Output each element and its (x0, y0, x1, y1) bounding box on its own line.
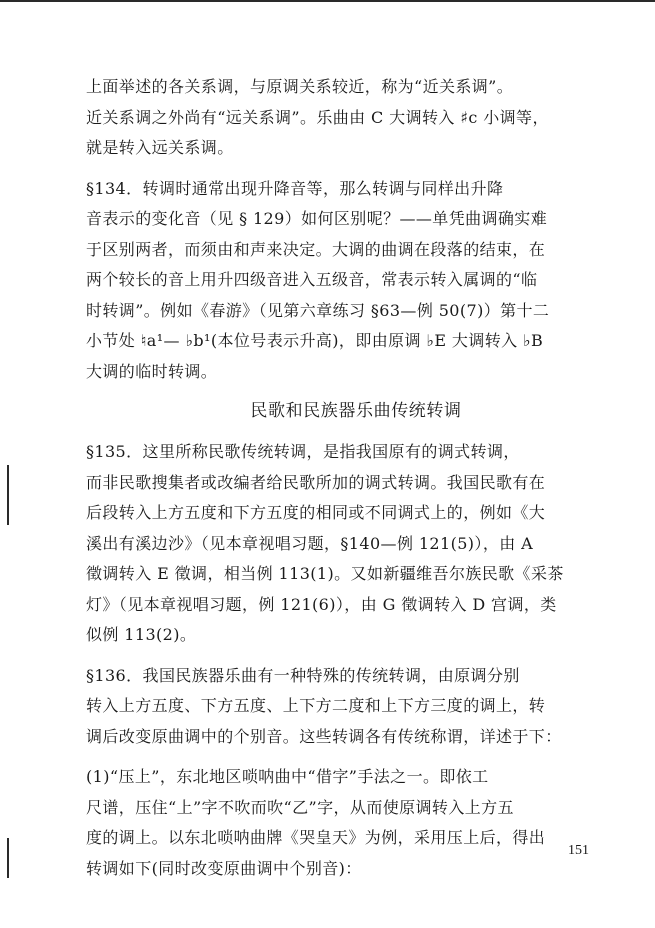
paragraph-135 (86, 437, 606, 651)
text-line: 尺谱，压住“上”字不吹而吹“乙”字，从而使原调转入上方五 (86, 797, 514, 817)
text-line: 于区别两者，而须由和声来决定。大调的曲调在段落的结束，在 (86, 239, 546, 259)
text-line: 徵调转入 E 徵调，相当例 113(1)。又如新疆维吾尔族民歌《采茶 (86, 564, 564, 583)
paragraph-related-keys (86, 72, 606, 164)
text-line: 调后改变原曲调中的个别音。这些转调各有传统称谓，详述于下： (86, 726, 562, 746)
text-line: 转入上方五度、下方五度、上下方二度和上下方三度的调上，转 (86, 696, 546, 715)
scan-edge-top (0, 0, 655, 2)
text-line: (1)“压上”，东北地区唢呐曲中“借字”手法之一。即依工 (86, 767, 489, 786)
text-line: 两个较长的音上用升四级音进入五级音，常表示转入属调的“临 (86, 270, 538, 289)
text-line: 小节处 ♮a¹— ♭b¹(本位号表示升高)，即由原调 ♭E 大调转入 ♭B (86, 331, 544, 350)
paragraph-136 (86, 661, 606, 753)
text-line: §134．转调时通常出现升降音等，那么转调与同样出升降 (86, 178, 504, 198)
page-number: 151 (568, 843, 589, 858)
text-line: 溪出有溪边沙》（见本章视唱习题，§140—例 121(5)），由 A (86, 533, 534, 553)
text-line: 度的调上。以东北唢呐曲牌《哭皇天》为例，采用压上后，得出 (86, 828, 546, 847)
text-line: 而非民歌搜集者或改编者给民歌所加的调式转调。我国民歌有在 (86, 472, 546, 492)
paragraph-yashang (86, 762, 606, 884)
text-line: §135．这里所称民歌传统转调，是指我国原有的调式转调， (86, 442, 520, 461)
scan-edge-left-lower (7, 838, 9, 878)
text-line: 灯》（见本章视唱习题，例 121(6)），由 G 徵调转入 D 宫调，类 (86, 594, 557, 614)
text-line: 似例 113(2)。 (86, 625, 197, 644)
text-line: 近关系调之外尚有“远关系调”。乐曲由 C 大调转入 ♯c 小调等， (86, 107, 549, 127)
scan-edge-left (7, 465, 9, 525)
section-heading: 民歌和民族器乐曲传统转调 (250, 401, 462, 421)
paragraph-134 (86, 174, 606, 388)
text-line: 后段转入上方五度和下方五度的相同或不同调式上的，例如《大 (86, 503, 546, 522)
text-line: 上面举述的各关系调，与原调关系较近，称为“近关系调”。 (86, 77, 514, 96)
text-line: 就是转入远关系调。 (86, 138, 234, 157)
text-line: §136．我国民族器乐曲有一种特殊的传统转调，由原调分别 (86, 665, 520, 685)
text-line: 音表示的变化音（见 § 129）如何区别呢？——单凭曲调确实难 (86, 209, 548, 228)
text-line: 时转调”。例如《春游》（见第六章练习 §63—例 50(7)）第十二 (86, 300, 550, 320)
text-line: 转调如下(同时改变原曲调中个别音)： (86, 858, 362, 878)
text-line: 大调的临时转调。 (86, 361, 218, 381)
page-body (86, 72, 606, 884)
